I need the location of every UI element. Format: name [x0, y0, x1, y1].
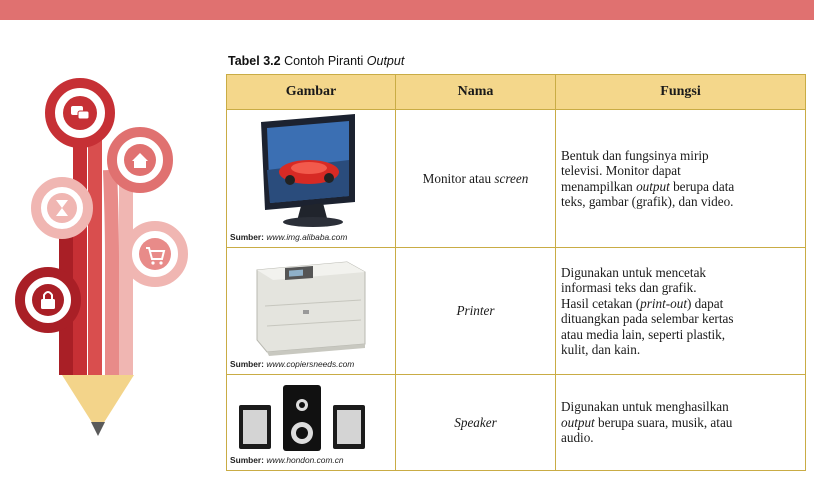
- table-row: [227, 375, 806, 471]
- function-cell-speaker: Digunakan untuk menghasilkan output berupa suara, musik, atau audio.: [556, 375, 806, 471]
- table-row: [227, 110, 806, 248]
- cart-icon: [127, 226, 183, 282]
- name-cell-speaker: Speaker: [396, 375, 556, 471]
- table-header-row: [227, 75, 806, 110]
- table-row: [227, 248, 806, 375]
- output-devices-table: [226, 74, 806, 471]
- header-nama: Nama: [396, 75, 556, 110]
- image-cell-monitor: [227, 110, 396, 248]
- lock-icon: [20, 272, 76, 328]
- chat-icon: [50, 83, 110, 143]
- source-url: www.img.alibaba.com: [266, 231, 348, 242]
- hourglass-icon: [36, 182, 88, 234]
- home-icon: [112, 132, 168, 188]
- caption-italic: Output: [366, 54, 405, 68]
- function-cell-monitor: Bentuk dan fungsinya mirip televisi. Monitor dapat menampilkan output berupa data teks, gambar (grafik), dan video.: [556, 110, 806, 248]
- function-cell-printer: Digunakan untuk mencetak informasi teks dan grafik. Hasil cetakan (print-out) dapat dituangkan pada selembar kertas atau media lain, seperti plastik, kulit, dan kain.: [556, 248, 806, 375]
- monitor-image: [227, 110, 396, 248]
- pencil-lead: [91, 422, 105, 436]
- header-fungsi: Fungsi: [556, 75, 806, 110]
- caption-text: Contoh Piranti: [284, 54, 364, 68]
- image-cell-speaker: [227, 375, 396, 471]
- image-source: Sumber: www.img.alibaba.com: [230, 231, 348, 242]
- image-cell-printer: [227, 248, 396, 375]
- source-url: www.copiersneeds.com: [266, 358, 355, 369]
- name-cell-monitor: Monitor atau screen: [396, 110, 556, 248]
- caption-label: Tabel 3.2: [228, 54, 281, 68]
- pencil-infographic: [0, 0, 210, 480]
- table-caption: [228, 54, 404, 68]
- image-source: Sumber: www.hondon.com.cn: [230, 454, 344, 465]
- source-url: www.hondon.com.cn: [266, 454, 344, 465]
- header-gambar: Gambar: [227, 75, 396, 110]
- name-cell-printer: Printer: [396, 248, 556, 375]
- image-source: Sumber: www.copiersneeds.com: [230, 358, 355, 369]
